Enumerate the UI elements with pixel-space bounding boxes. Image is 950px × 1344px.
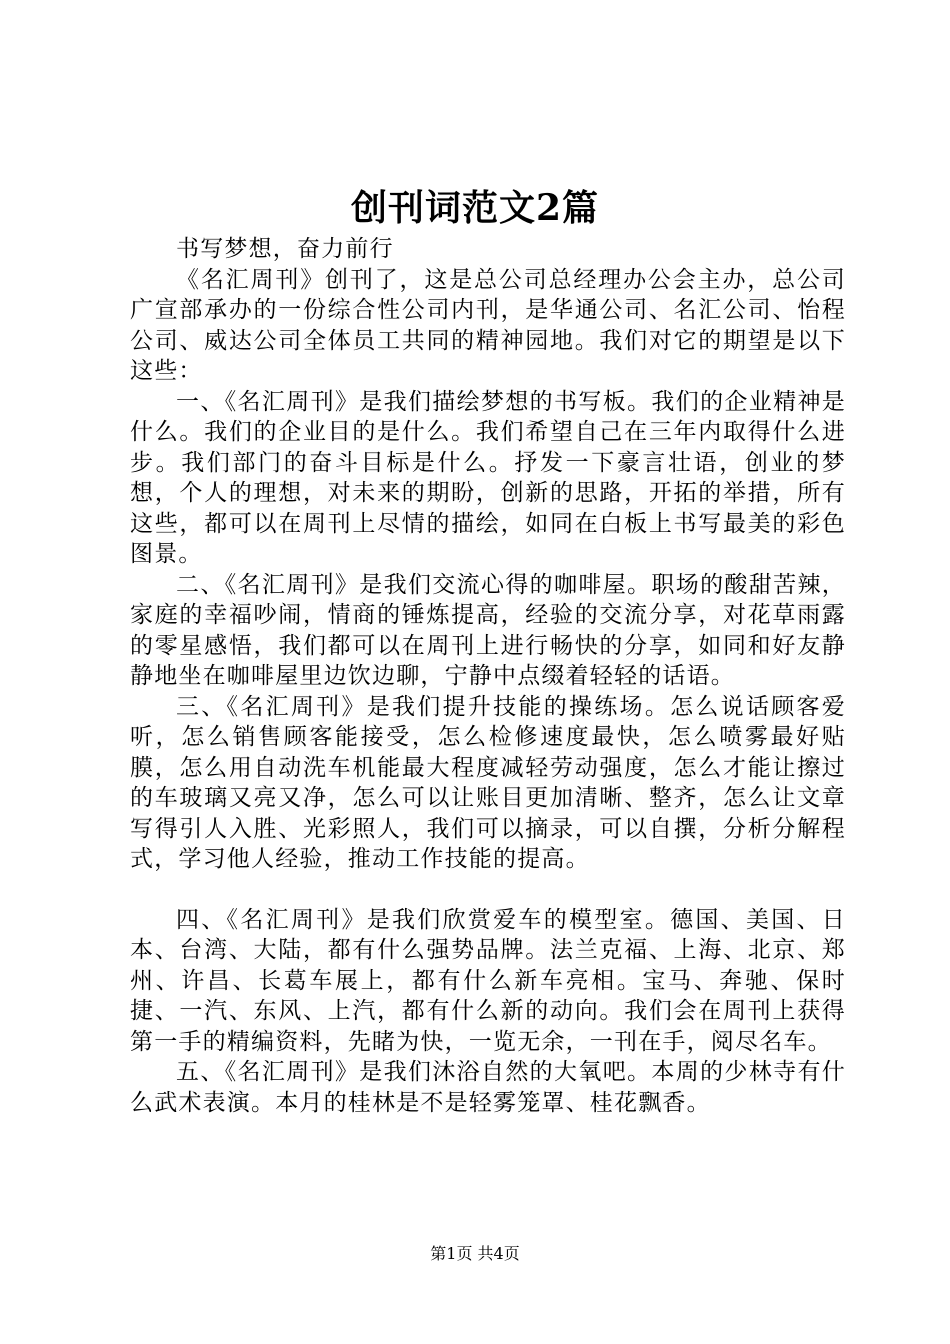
document-title: 创刊词范文2篇 xyxy=(350,187,600,229)
paragraph-item-1: 一、《名汇周刊》是我们描绘梦想的书写板。我们的企业精神是什么。我们的企业目的是什么。我们希望自己在三年内取得什么进步。我们部门的奋斗目标是什么。抒发一下豪言壮语，创业的梦想，个人的理想，对未来的期盼，创新的思路，开拓的举措，所有这些，都可以在周刊上尽情的描绘，如同在白板上书写最美的彩色图景。 xyxy=(130,388,846,567)
paragraph-item-3: 三、《名汇周刊》是我们提升技能的操练场。怎么说话顾客爱听，怎么销售顾客能接受，怎么检修速度最快，怎么喷雾最好贴膜，怎么用自动洗车机能最大程度减轻劳动强度，怎么才能让擦过的车玻璃又亮又净，怎么可以让账目更加清晰、整齐，怎么让文章写得引人入胜、光彩照人，我们可以摘录，可以自撰，分析分解程式，学习他人经验，推动工作技能的提高。 xyxy=(130,693,846,872)
paragraph-item-2: 二、《名汇周刊》是我们交流心得的咖啡屋。职场的酸甜苦辣，家庭的幸福吵闹，情商的锤炼提高，经验的交流分享，对花草雨露的零星感悟，我们都可以在周刊上进行畅快的分享，如同和好友静静地坐在咖啡屋里边饮边聊，宁静中点缀着轻轻的话语。 xyxy=(130,571,846,689)
paragraph-item-5: 五、《名汇周刊》是我们沐浴自然的大氧吧。本周的少林寺有什么武术表演。本月的桂林是不是轻雾笼罩、桂花飘香。 xyxy=(130,1059,846,1116)
paragraph-intro: 《名汇周刊》创刊了，这是总公司总经理办公会主办，总公司广宣部承办的一份综合性公司内刊，是华通公司、名汇公司、怡程公司、威达公司全体员工共同的精神园地。我们对它的期望是以下这些： xyxy=(130,266,846,384)
paragraph-subtitle: 书写梦想，奋力前行 xyxy=(176,236,394,262)
document-body xyxy=(130,234,846,1118)
page-footer: 第1页 共4页 xyxy=(430,1244,520,1263)
paragraph-item-4: 四、《名汇周刊》是我们欣赏爱车的模型室。德国、美国、日本、台湾、大陆，都有什么强势品牌。法兰克福、上海、北京、郑州、许昌、长葛车展上，都有什么新车亮相。宝马、奔驰、保时捷、一汽、东风、上汽，都有什么新的动向。我们会在周刊上获得第一手的精编资料，先睹为快，一览无余，一刊在手，阅尽名车。 xyxy=(130,906,846,1055)
